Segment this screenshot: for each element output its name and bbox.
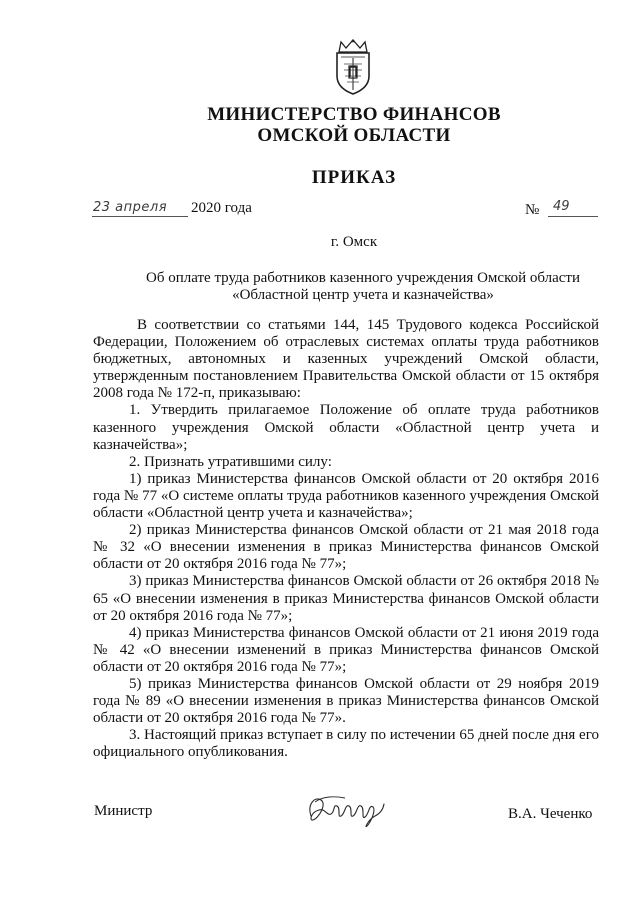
number-label: № [525, 202, 540, 218]
signatory-name: В.А. Чеченко [508, 806, 593, 822]
order-body [93, 317, 599, 761]
date-year: 2020 года [191, 200, 252, 216]
document-type: ПРИКАЗ [311, 167, 397, 188]
number-handwritten: 49 [553, 199, 570, 214]
body-paragraph-sub3: 3) приказ Министерства финансов Омской области от 26 октября 2018 № 65 «О внесении изменения в приказ Министерства финансов Омской области от 20 октября 2016 года № 77»; [93, 573, 599, 624]
body-paragraph-item3: 3. Настоящий приказ вступает в силу по истечении 65 дней после дня его официального опубликования. [93, 727, 599, 761]
body-paragraph-item2: 2. Признать утратившими силу: [129, 453, 332, 470]
body-paragraph-sub4: 4) приказ Министерства финансов Омской области от 21 июня 2019 года № 42 «О внесении изменений в приказ Министерства финансов Омской области от 20 октября 2016 года № 77»; [93, 624, 599, 675]
subject-block [135, 270, 591, 304]
body-paragraph-preamble: В соответствии со статьями 144, 145 Трудового кодекса Российской Федерации, Положением об отраслевых системах оплаты труда работников бюджетных, автономных и казенных учреждений Омской области, утвержденным постановлением Правительства Омской области от 15 октября 2008 года № 172-п, приказываю: [93, 317, 599, 402]
body-paragraph-item1: 1. Утвердить прилагаемое Положение об оплате труда работников казенного учреждения Омской области «Областной центр учета и казначейства»; [93, 402, 599, 453]
subject-line1: Об оплате труда работников казенного учреждения Омской области [145, 270, 581, 286]
ministry-name-line2: ОМСКОЙ ОБЛАСТИ [257, 125, 451, 146]
ministry-name-line1: МИНИСТЕРСТВО ФИНАНСОВ [207, 104, 501, 125]
subject-line2: «Областной центр учета и казначейства» [232, 287, 494, 303]
handwritten-signature [305, 790, 387, 830]
number-underline [548, 216, 598, 217]
body-paragraph-sub1: 1) приказ Министерства финансов Омской области от 20 октября 2016 года № 77 «О системе оплаты труда работников казенного учреждения Омской области «Областной центр учета и казначейства»; [93, 470, 599, 522]
date-underline [92, 216, 188, 217]
coat-of-arms-icon [331, 38, 375, 96]
body-paragraph-sub2: 2) приказ Министерства финансов Омской области от 21 мая 2018 года № 32 «О внесении изменения в приказ Министерства финансов Омской области от 20 октября 2016 года № 77»; [93, 522, 599, 573]
city: г. Омск [330, 234, 378, 250]
signatory-position: Министр [94, 803, 153, 819]
body-paragraph-sub5: 5) приказ Министерства финансов Омской области от 29 ноября 2019 года № 89 «О внесении изменения в приказ Министерства финансов Омской области от 20 октября 2016 года № 77». [93, 675, 599, 727]
date-handwritten: 23 апреля [93, 200, 168, 215]
